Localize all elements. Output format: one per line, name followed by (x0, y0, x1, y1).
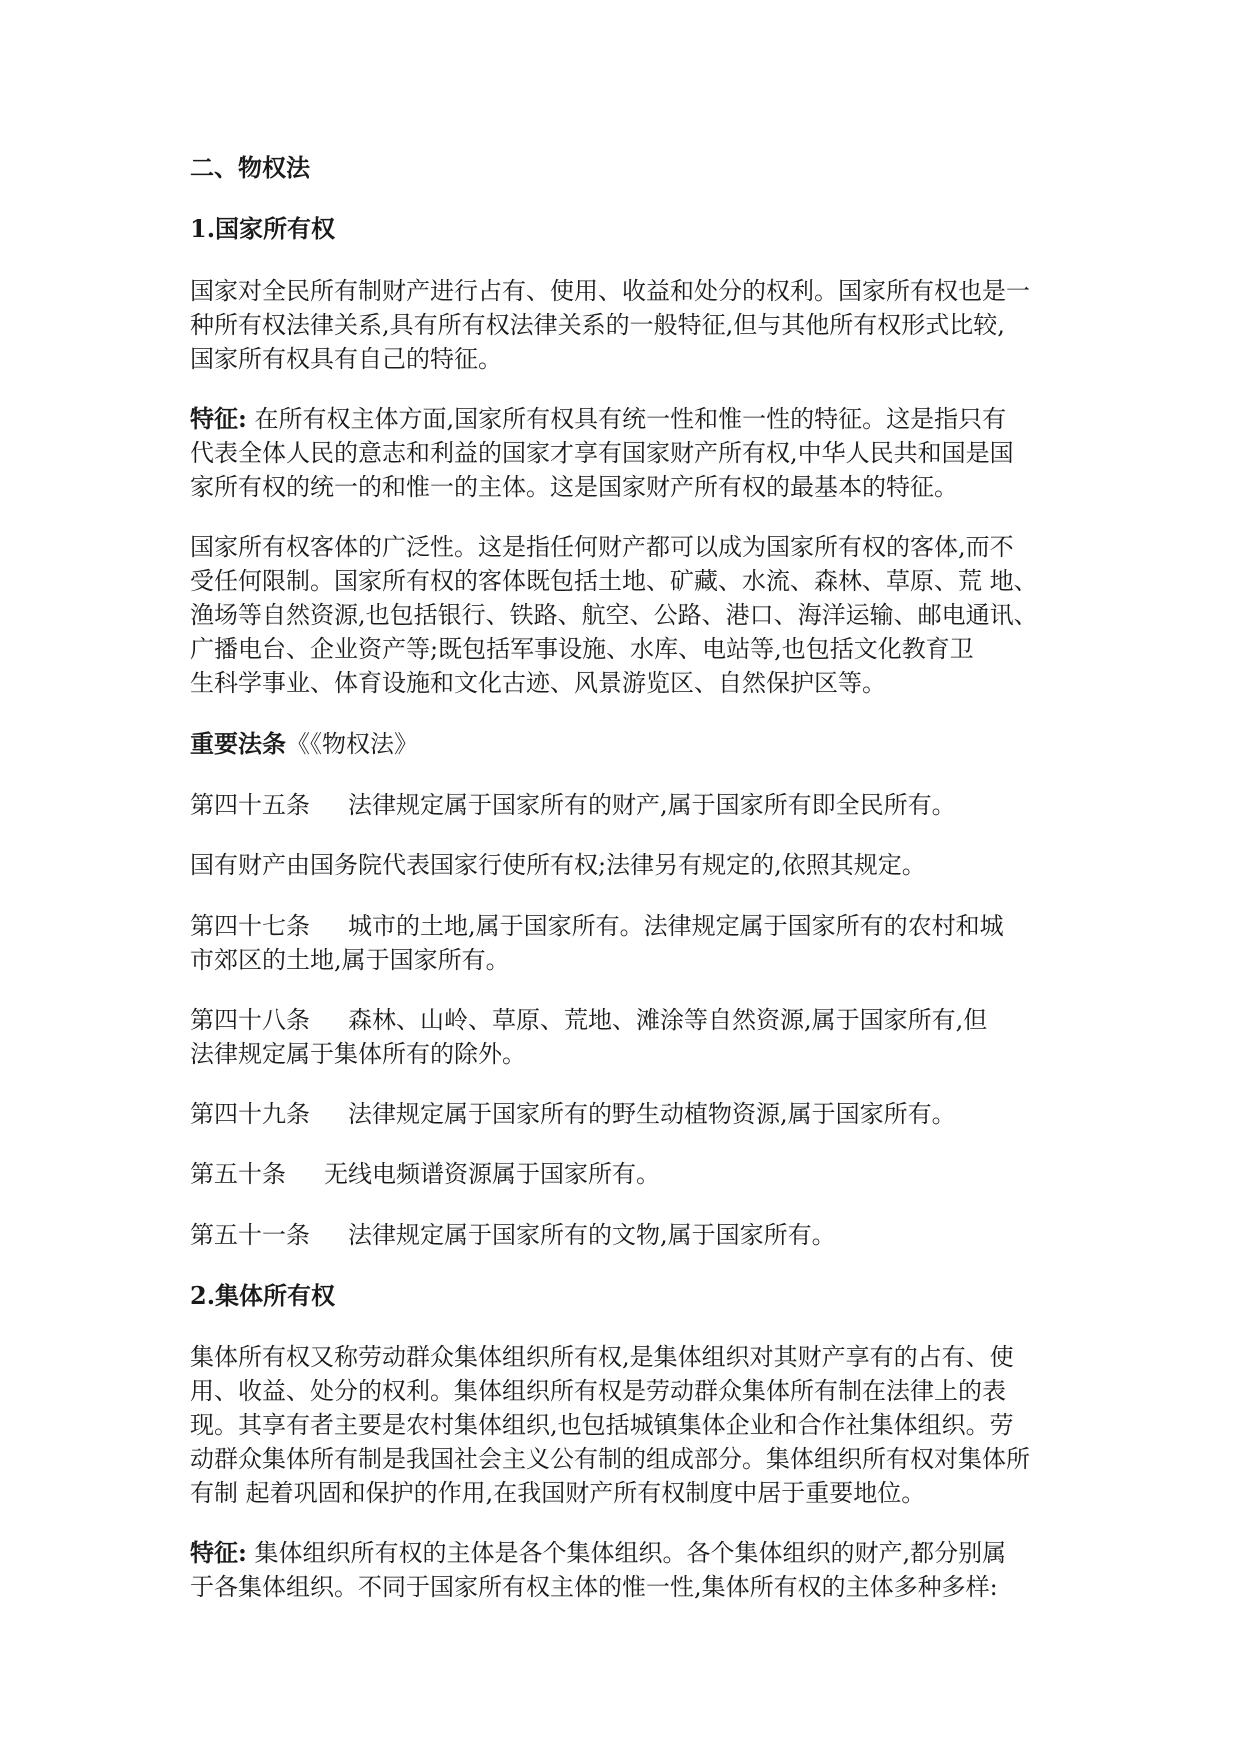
article-text: 法律规定属于国家所有的文物,属于国家所有。 (348, 1221, 836, 1249)
paragraph-line: 种所有权法律关系,具有所有权法律关系的一般特征,但与其他所有权形式比较, (190, 311, 1005, 339)
article-number: 第四十九条 (190, 1100, 310, 1128)
paragraph-line: 用、收益、处分的权利。集体组织所有权是劳动群众集体所有制在法律上的表 (190, 1377, 1006, 1405)
article-number: 第四十八条 (190, 1006, 310, 1034)
article-text: 森林、山岭、草原、荒地、滩涂等自然资源,属于国家所有,但 (348, 1006, 988, 1034)
paragraph-line: 有制 起着巩固和保护的作用,在我国财产所有权制度中居于重要地位。 (190, 1479, 926, 1507)
laws-label: 重要法条 (190, 729, 286, 758)
paragraph-line (190, 1537, 1056, 1569)
paragraph-line: 代表全体人民的意志和利益的国家才享有国家财产所有权,中华人民共和国是国 (190, 439, 1014, 467)
article-50 (190, 1158, 1056, 1190)
paragraph-line: 广播电台、企业资产等;既包括军事设施、水库、电站等,也包括文化教育卫 (190, 635, 974, 663)
article-47 (190, 910, 1056, 942)
paragraph-line: 国家对全民所有制财产进行占有、使用、收益和处分的权利。国家所有权也是一 (190, 277, 1030, 305)
article-number: 第四十五条 (190, 791, 310, 819)
article-text: 法律规定属于国家所有的财产,属于国家所有即全民所有。 (348, 791, 956, 819)
article-51 (190, 1219, 1056, 1251)
article-number: 第五十条 (190, 1160, 286, 1188)
article-47-cont: 市郊区的土地,属于国家所有。 (190, 946, 510, 974)
article-49 (190, 1098, 1056, 1130)
subsection-heading-collective-ownership: 2.集体所有权 (190, 1281, 336, 1310)
article-48-cont: 法律规定属于集体所有的除外。 (190, 1040, 526, 1068)
laws-source: 《《物权法》 (286, 730, 418, 758)
paragraph-line: 国家所有权具有自己的特征。 (190, 345, 502, 373)
subsection-heading-state-ownership: 1.国家所有权 (190, 214, 336, 243)
feature-text: 在所有权主体方面,国家所有权具有统一性和惟一性的特征。这是指只有 (254, 405, 1007, 433)
article-48 (190, 1004, 1056, 1036)
feature-label: 特征: (190, 404, 247, 433)
paragraph-line: 国家所有权客体的广泛性。这是指任何财产都可以成为国家所有权的客体,而不 (190, 533, 1014, 561)
article-number: 第四十七条 (190, 912, 310, 940)
laws-heading (190, 728, 1056, 760)
article-number: 第五十一条 (190, 1221, 310, 1249)
feature-text: 集体组织所有权的主体是各个集体组织。各个集体组织的财产,都分别属 (254, 1539, 1007, 1567)
paragraph-line: 现。其享有者主要是农村集体组织,也包括城镇集体企业和合作社集体组织。劳 (190, 1411, 1014, 1439)
paragraph-line: 动群众集体所有制是我国社会主义公有制的组成部分。集体组织所有权对集体所 (190, 1445, 1030, 1473)
article-45 (190, 789, 1056, 821)
paragraph-line: 生科学事业、体育设施和文化古迹、风景游览区、自然保护区等。 (190, 669, 886, 697)
paragraph-line: 于各集体组织。不同于国家所有权主体的惟一性,集体所有权的主体多种多样: (190, 1573, 998, 1601)
paragraph-line (190, 403, 1056, 435)
paragraph-line: 渔场等自然资源,也包括银行、铁路、航空、公路、港口、海洋运输、邮电通讯、 (190, 601, 1038, 629)
article-text: 城市的土地,属于国家所有。法律规定属于国家所有的农村和城 (348, 912, 1004, 940)
paragraph-line: 受任何限制。国家所有权的客体既包括土地、矿藏、水流、森林、草原、荒 地、 (190, 567, 1038, 595)
section-title: 二、物权法 (190, 153, 310, 182)
article-text: 无线电频谱资源属于国家所有。 (324, 1160, 660, 1188)
paragraph-line: 集体所有权又称劳动群众集体组织所有权,是集体组织对其财产享有的占有、使 (190, 1343, 1014, 1371)
feature-label: 特征: (190, 1538, 247, 1567)
article-45-para2: 国有财产由国务院代表国家行使所有权;法律另有规定的,依照其规定。 (190, 851, 926, 879)
article-text: 法律规定属于国家所有的野生动植物资源,属于国家所有。 (348, 1100, 956, 1128)
paragraph-line: 家所有权的统一的和惟一的主体。这是国家财产所有权的最基本的特征。 (190, 473, 958, 501)
